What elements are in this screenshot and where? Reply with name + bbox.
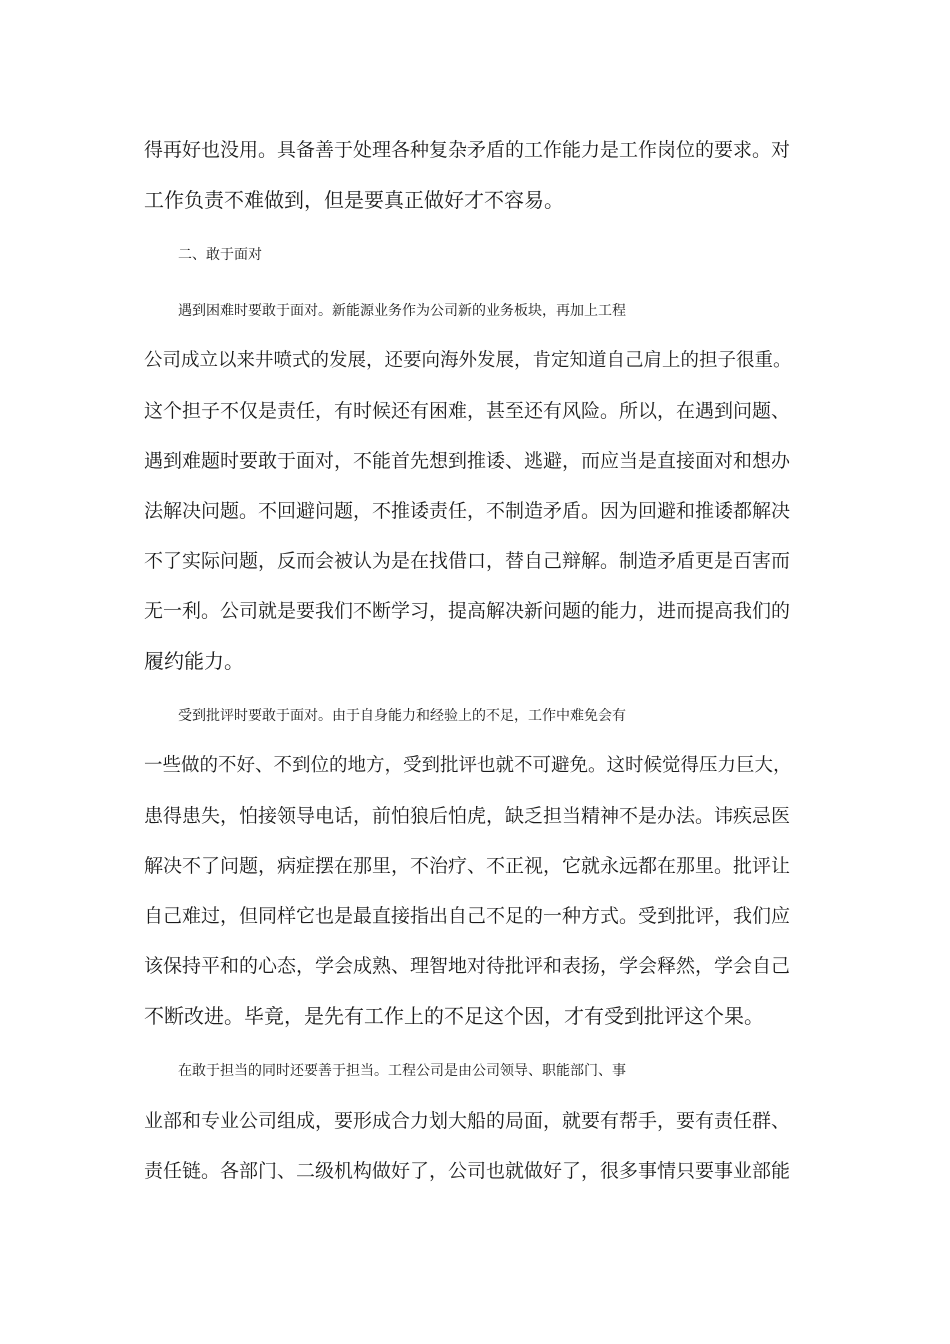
paragraph-line: 得再好也没用。具备善于处理各种复杂矛盾的工作能力是工作岗位的要求。对 — [144, 139, 791, 161]
paragraph-line: 不断改进。毕竟，是先有工作上的不足这个因，才有受到批评这个果。 — [144, 1004, 764, 1028]
paragraph-line: 责任链。各部门、二级机构做好了，公司也就做好了，很多事情只要事业部能 — [144, 1160, 791, 1182]
paragraph-line: 在敢于担当的同时还要善于担当。工程公司是由公司领导、职能部门、事 — [178, 1063, 626, 1079]
paragraph-line: 这个担子不仅是责任，有时候还有困难，甚至还有风险。所以，在遇到问题、 — [144, 400, 791, 422]
paragraph-line: 解决不了问题，病症摆在那里，不治疗、不正视，它就永远都在那里。批评让 — [144, 855, 791, 877]
paragraph-line: 一些做的不好、不到位的地方，受到批评也就不可避免。这时候觉得压力巨大， — [144, 755, 792, 776]
paragraph-line: 该保持平和的心态，学会成熟、理智地对待批评和表扬，学会释然，学会自己 — [144, 955, 791, 977]
paragraph-line: 自己难过，但同样它也是最直接指出自己不足的一种方式。受到批评，我们应 — [144, 905, 791, 927]
paragraph-line: 受到批评时要敢于面对。由于自身能力和经验上的不足，工作中难免会有 — [178, 708, 626, 724]
paragraph-line: 遇到困难时要敢于面对。新能源业务作为公司新的业务板块，再加上工程 — [178, 303, 626, 319]
paragraph-line: 法解决问题。不回避问题，不推诿责任，不制造矛盾。因为回避和推诿都解决 — [144, 500, 791, 522]
paragraph-line: 患得患失，怕接领导电话，前怕狼后怕虎，缺乏担当精神不是办法。讳疾忌医 — [144, 805, 791, 827]
section-heading: 二、敢于面对 — [178, 247, 262, 263]
paragraph-line: 业部和专业公司组成，要形成合力划大船的局面，就要有帮手，要有责任群、 — [144, 1110, 791, 1132]
paragraph-line: 工作负责不难做到，但是要真正做好才不容易。 — [144, 188, 564, 212]
paragraph-line: 不了实际问题，反而会被认为是在找借口，替自己辩解。制造矛盾更是百害而 — [144, 550, 791, 572]
paragraph-line: 无一利。公司就是要我们不断学习，提高解决新问题的能力，进而提高我们的 — [144, 600, 791, 622]
paragraph-line: 遇到难题时要敢于面对，不能首先想到推诿、逃避，而应当是直接面对和想办 — [144, 450, 791, 472]
paragraph-line: 公司成立以来井喷式的发展，还要向海外发展，肯定知道自己肩上的担子很重。 — [144, 350, 792, 371]
paragraph-line: 履约能力。 — [144, 649, 244, 673]
